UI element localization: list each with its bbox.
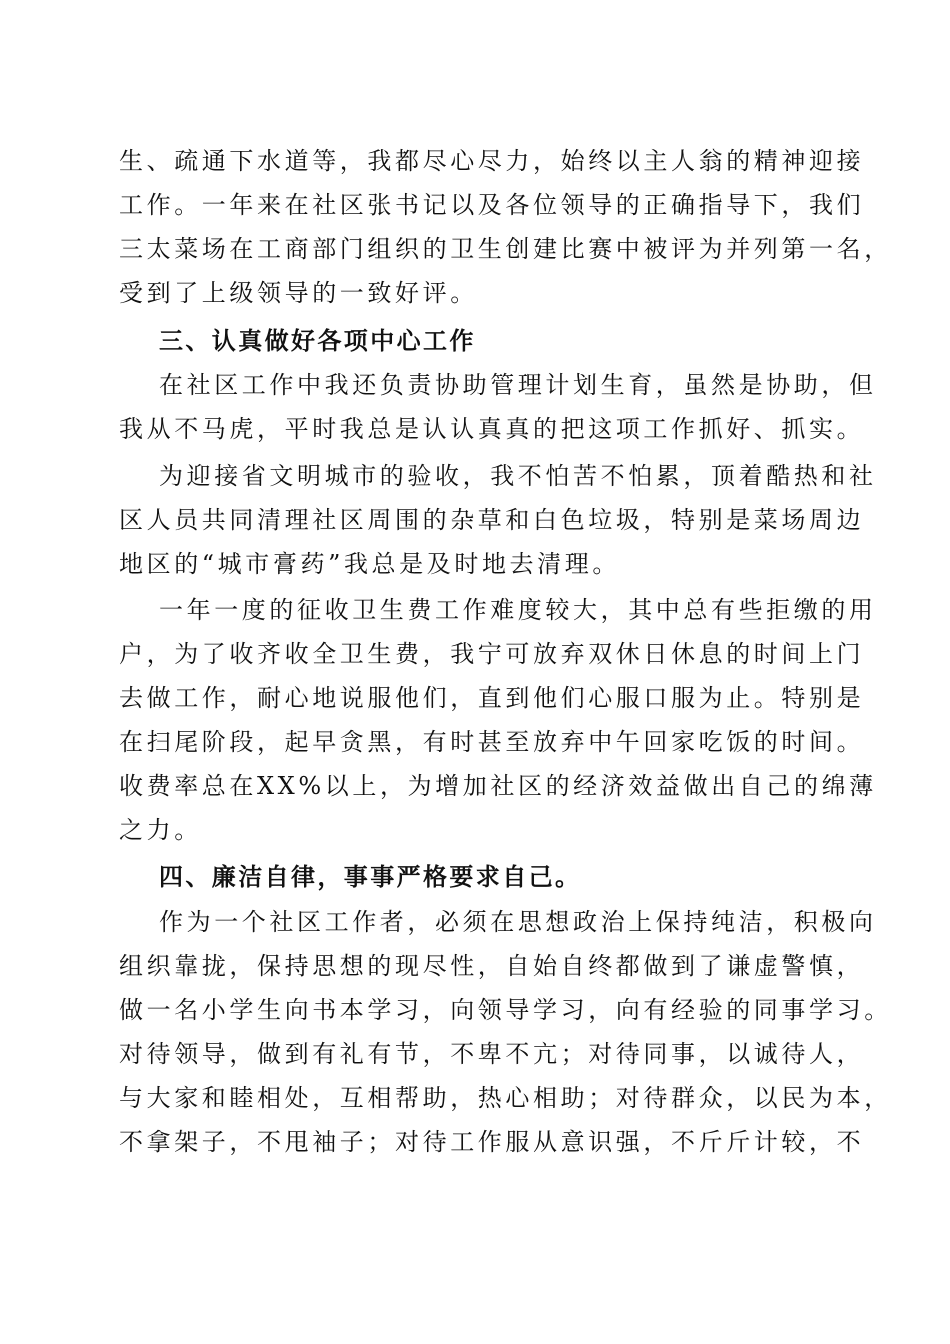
text-line: 做一名小学生向书本学习，向领导学习，向有经验的同事学习。 <box>119 996 892 1024</box>
text-line: 收费率总在XX%以上，为增加社区的经济效益做出自己的绵薄 <box>119 772 877 800</box>
text-line: 区人员共同清理社区周围的杂草和白色垃圾，特别是菜场周边 <box>119 506 865 534</box>
text-line: 对待领导，做到有礼有节，不卑不亢；对待同事，以诚待人， <box>119 1040 865 1068</box>
text-line: 组织靠拢，保持思想的现尽性，自始自终都做到了谦虚警慎， <box>119 952 865 980</box>
paragraph-first-line: 在社区工作中我还负责协助管理计划生育，虽然是协助，但 <box>159 371 877 399</box>
text-line: 三太菜场在工商部门组织的卫生创建比赛中被评为并列第一名， <box>119 235 892 263</box>
text-line: 在扫尾阶段，起早贪黑，有时甚至放弃中午回家吃饭的时间。 <box>119 728 865 756</box>
paragraph-first-line: 作为一个社区工作者，必须在思想政治上保持纯洁，积极向 <box>159 908 877 936</box>
text-line: 不拿架子，不甩袖子；对待工作服从意识强，不斤斤计较，不 <box>119 1128 865 1156</box>
text-line: 我从不马虎，平时我总是认认真真的把这项工作抓好、抓实。 <box>119 415 865 443</box>
text-line: 工作。一年来在社区张书记以及各位领导的正确指导下，我们 <box>119 191 865 219</box>
text-line: 之力。 <box>119 816 202 844</box>
section-heading-4: 四、廉洁自律，事事严格要求自己。 <box>159 863 582 891</box>
text-line: 生、疏通下水道等，我都尽心尽力，始终以主人翁的精神迎接 <box>119 147 865 175</box>
text-line: 与大家和睦相处，互相帮助，热心相助；对待群众，以民为本， <box>119 1084 892 1112</box>
text-line: 地区的“城市膏药”我总是及时地去清理。 <box>119 550 620 578</box>
text-line: 去做工作，耐心地说服他们，直到他们心服口服为止。特别是 <box>119 684 865 712</box>
paragraph-first-line: 为迎接省文明城市的验收，我不怕苦不怕累，顶着酷热和社 <box>159 462 877 490</box>
text-line: 户，为了收齐收全卫生费，我宁可放弃双休日休息的时间上门 <box>119 640 865 668</box>
text-line: 受到了上级领导的一致好评。 <box>119 279 478 307</box>
paragraph-first-line: 一年一度的征收卫生费工作难度较大，其中总有些拒缴的用 <box>159 596 877 624</box>
section-heading-3: 三、认真做好各项中心工作 <box>159 327 476 355</box>
